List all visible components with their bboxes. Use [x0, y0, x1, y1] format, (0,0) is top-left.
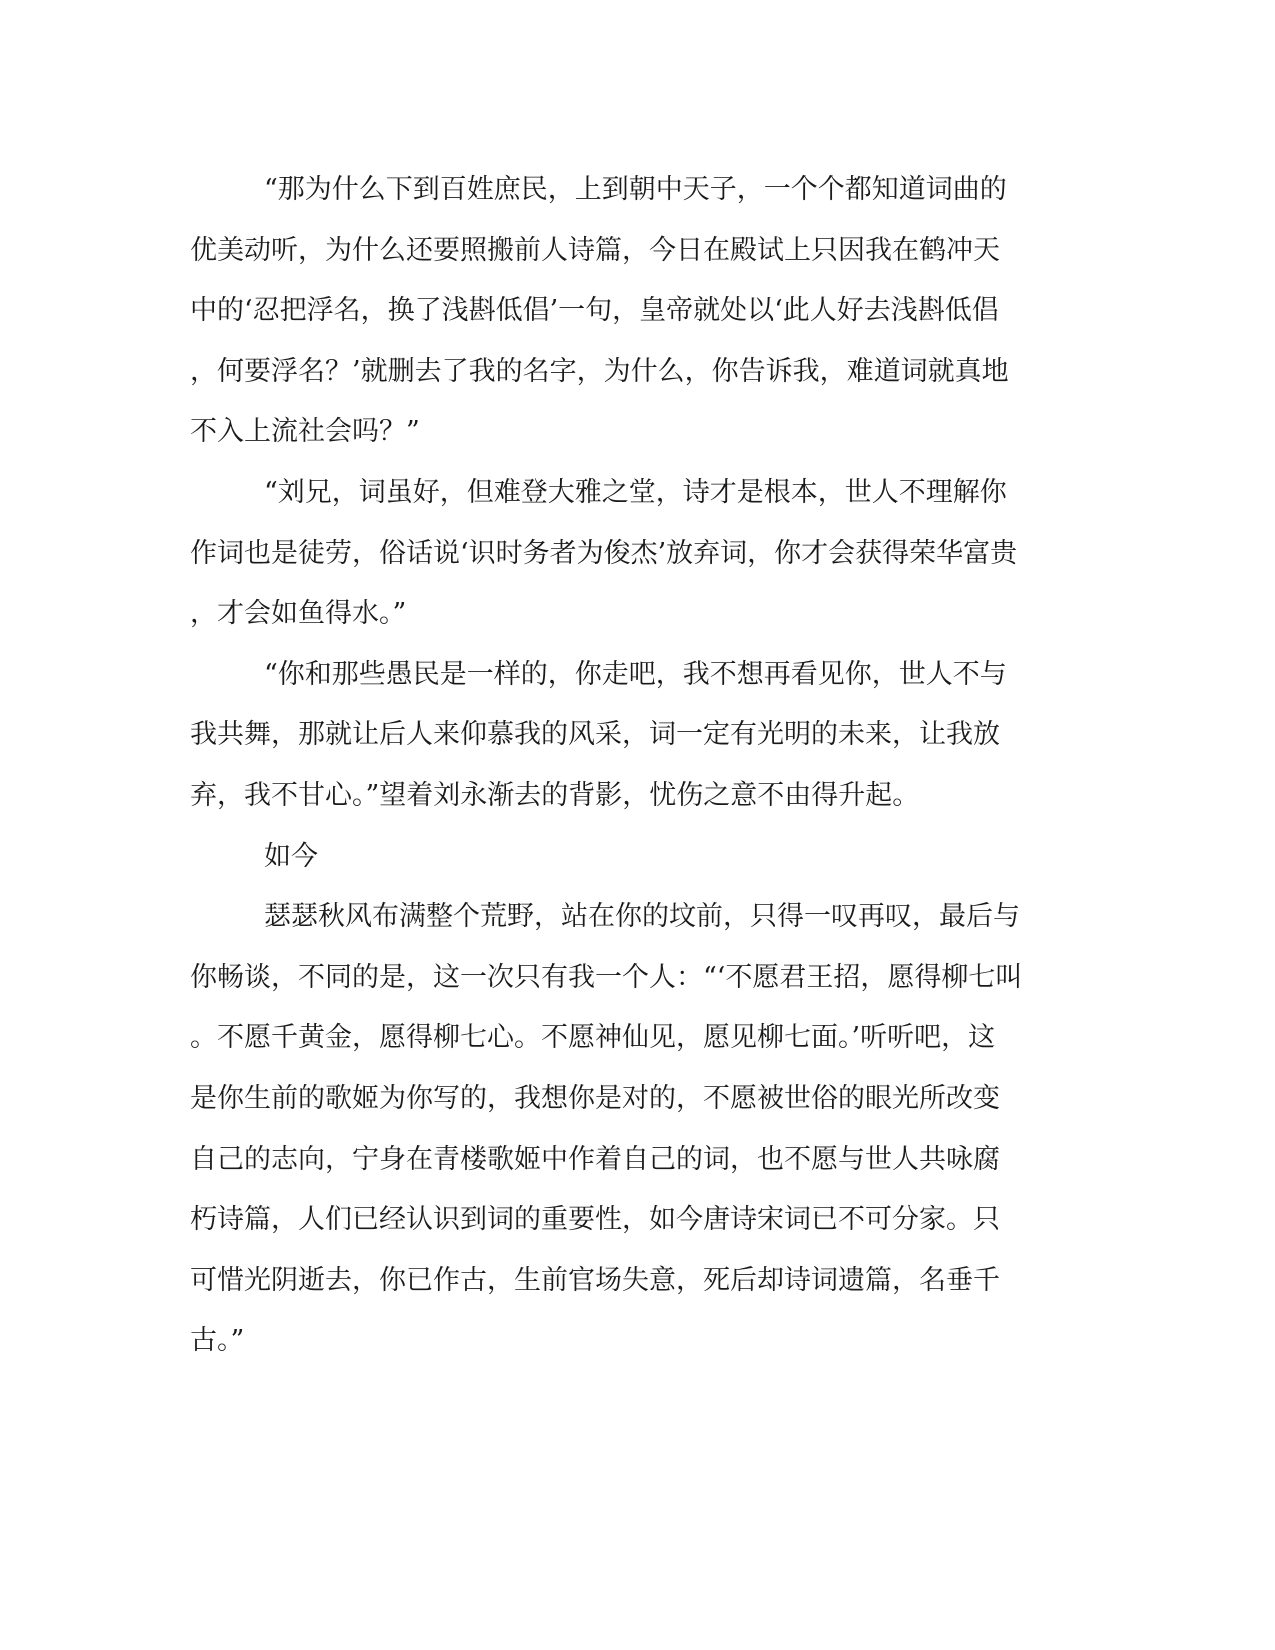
paragraph-3	[190, 645, 1090, 827]
text-line: 朽诗篇，人们已经认识到词的重要性，如今唐诗宋词已不可分家。只	[190, 1204, 1000, 1236]
text-line: 作词也是徒劳，俗话说‘识时务者为俊杰’放弃词，你才会获得荣华富贵	[190, 537, 1018, 569]
text-line: 弃，我不甘心。”望着刘永渐去的背影，忧伤之意不由得升起。	[190, 779, 920, 811]
text-line: ，何要浮名？’就删去了我的名字，为什么，你告诉我，难道词就真地	[190, 355, 1009, 387]
text-line: 古。”	[190, 1325, 245, 1357]
text-line: 优美动听，为什么还要照搬前人诗篇，今日在殿试上只因我在鹤冲天	[190, 234, 1000, 266]
text-line: 可惜光阴逝去，你已作古，生前官场失意，死后却诗词遗篇，名垂千	[190, 1264, 1000, 1296]
text-line: “刘兄，词虽好，但难登大雅之堂，诗才是根本，世人不理解你	[264, 476, 1007, 508]
text-line: “那为什么下到百姓庶民，上到朝中天子，一个个都知道词曲的	[264, 174, 1007, 205]
text-line: ，才会如鱼得水。”	[190, 598, 407, 630]
paragraph-1	[190, 160, 1090, 463]
text-line: 是你生前的歌姬为你写的，我想你是对的，不愿被世俗的眼光所改变	[190, 1082, 1000, 1114]
text-line: 中的‘忍把浮名，换了浅斟低倡’一句，皇帝就处以‘此人好去浅斟低倡	[190, 295, 999, 327]
paragraph-2	[190, 463, 1090, 645]
text-line: 你畅谈，不同的是，这一次只有我一个人：“‘不愿君王招，愿得柳七叫	[190, 961, 1023, 993]
text-line: 自己的志向，宁身在青楼歌姬中作着自己的词，也不愿与世人共咏腐	[190, 1143, 1000, 1175]
paragraph-4	[190, 827, 1090, 888]
document-body	[190, 160, 1090, 1372]
text-line: 不入上流社会吗？”	[190, 416, 420, 448]
text-line: “你和那些愚民是一样的，你走吧，我不想再看见你，世人不与	[264, 658, 1007, 690]
text-line: 如今	[264, 840, 318, 872]
text-line: 。不愿千黄金，愿得柳七心。不愿神仙见，愿见柳七面。’听听吧，这	[190, 1022, 996, 1054]
text-line: 瑟瑟秋风布满整个荒野，站在你的坟前，只得一叹再叹，最后与	[264, 901, 1020, 933]
paragraph-5	[190, 887, 1090, 1372]
text-line: 我共舞，那就让后人来仰慕我的风采，词一定有光明的未来，让我放	[190, 719, 1000, 751]
